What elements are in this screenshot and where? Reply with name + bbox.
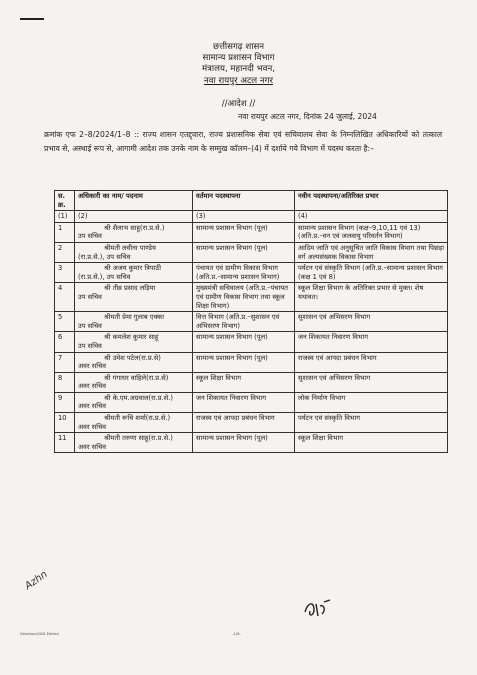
row-new-posting: स्कूल शिक्षा विभाग के अतिरिक्त प्रभार से मुक्त। शेष यथावत। (295, 283, 448, 312)
officer-name: श्रीमती लवीना पाण्डेय (104, 243, 156, 252)
row-officer (75, 352, 193, 372)
officer-name: श्री शैलाभ साहू(रा.प्र.से.) (104, 223, 165, 232)
header-current: वर्तमान पदस्थापना (193, 191, 295, 211)
colnum-3: (3) (193, 211, 295, 223)
row-officer (75, 312, 193, 332)
row-sno: 3 (55, 263, 75, 283)
document-header (0, 42, 477, 87)
officer-name: श्री अजय कुमार त्रिपाठी (104, 264, 161, 273)
row-new-posting: सुशासन एवं अभिसरण विभाग (295, 372, 448, 392)
row-sno: 5 (55, 312, 75, 332)
officer-designation: (रा.प्र.से.), उप सचिव (78, 252, 131, 261)
row-sno: 10 (55, 413, 75, 433)
row-sno: 7 (55, 352, 75, 372)
header-sno: स. क्र. (55, 191, 75, 211)
officer-designation: अवर सचिव (78, 402, 106, 411)
row-officer (75, 372, 193, 392)
row-sno: 6 (55, 332, 75, 352)
order-paragraph: क्रमांक एफ 2–8/2024/1–8 :: राज्य शासन एतद्द्वारा, राज्य प्रशासनिक सेवा एवं सचिवालय सेवा के निम्नलिखित अधिकारियों को तत्काल प्रभाव से, अस्थाई रूप से, आगामी आदेश तक उनके नाम के सम्मुख कॉलम–(4) में दर्शाये गये विभाग में पदस्थ करता है:– (44, 130, 442, 154)
row-new-posting: स्कूल शिक्षा विभाग (295, 433, 448, 453)
table-row (55, 413, 448, 433)
row-officer (75, 433, 193, 453)
row-current-posting: राजस्व एवं आपदा प्रबंधन विभाग (193, 413, 295, 433)
row-new-posting: सुशासन एवं अभिसरण विभाग (295, 312, 448, 332)
top-left-mark (20, 18, 44, 20)
row-new-posting: जन शिकायत निवारण विभाग (295, 332, 448, 352)
row-new-posting: सामान्य प्रशासन विभाग (कक्ष–9,10,11 एवं 13) (अति.प्र.–वन एवं जलवायु परिवर्तन विभाग) (295, 222, 448, 242)
row-new-posting: पर्यटन एवं संस्कृति विभाग (295, 413, 448, 433)
row-new-posting: आदिम जाति एवं अनुसूचित जाति विकास विभाग तथा पिछड़ा वर्ग अल्पसंख्यक विकास विभाग (295, 242, 448, 262)
row-officer (75, 263, 193, 283)
postings-table (54, 190, 448, 453)
officer-name: श्री कमलेश कुमार साहू (104, 333, 159, 342)
signature-mark (302, 598, 332, 620)
row-sno: 8 (55, 372, 75, 392)
officer-designation: अवर सचिव (78, 382, 106, 391)
officer-name: श्रीमती रूचि शर्मा(रा.प्र.से.) (104, 414, 171, 423)
row-new-posting: लोक निर्माण विभाग (295, 392, 448, 412)
row-current-posting: वित्त विभाग (अति.प्र.–सुशासन एवं अभिसरण विभाग) (193, 312, 295, 332)
table-row (55, 242, 448, 262)
row-new-posting: पर्यटन एवं संस्कृति विभाग (अति.प्र.–सामान्य प्रशासन विभाग (कक्ष 1 एवं 8) (295, 263, 448, 283)
officer-designation: अवर सचिव (78, 362, 106, 371)
officer-designation: उप सचिव (78, 292, 102, 301)
officer-designation: अवर सचिव (78, 422, 106, 431)
officer-name: श्री के.एम.अग्रवाल(रा.प्र.से.) (104, 393, 173, 402)
officer-name: श्री तीव्र प्रसाद लड़िया (104, 284, 156, 293)
footer-page-number: -1/6- (232, 631, 241, 636)
header-new: नवीन पदस्थापना/अतिरिक्त प्रभार (295, 191, 448, 211)
row-current-posting: सामान्य प्रशासन विभाग (पूल) (193, 242, 295, 262)
header-line-2: सामान्य प्रशासन विभाग (202, 53, 275, 64)
table-header-row (55, 191, 448, 211)
row-officer (75, 242, 193, 262)
table-row (55, 372, 448, 392)
officer-name: श्रीमती तरुणा साहू(रा.प्र.से.) (104, 434, 173, 443)
row-current-posting: जन शिकायत निवारण विभाग (193, 392, 295, 412)
row-new-posting: राजस्व एवं आपदा प्रबंधन विभाग (295, 352, 448, 372)
row-officer (75, 413, 193, 433)
row-current-posting: सामान्य प्रशासन विभाग (पूल) (193, 433, 295, 453)
row-sno: 4 (55, 283, 75, 312)
officer-designation: अवर सचिव (78, 442, 106, 451)
row-sno: 2 (55, 242, 75, 262)
row-sno: 11 (55, 433, 75, 453)
header-line-4: नवा रायपुर अटल नगर (204, 75, 273, 86)
colnum-1: (1) (55, 211, 75, 223)
row-officer (75, 332, 193, 352)
officer-designation: उप सचिव (78, 341, 102, 350)
row-current-posting: स्कूल शिक्षा विभाग (193, 372, 295, 392)
officer-designation: उप सचिव (78, 232, 102, 241)
row-current-posting: पंचायत एवं ग्रामीण विकास विभाग (अति.प्र.–सामान्य प्रशासन विभाग) (193, 263, 295, 283)
table-row (55, 263, 448, 283)
table-row (55, 283, 448, 312)
table-body (55, 222, 448, 453)
row-officer (75, 222, 193, 242)
table-row (55, 352, 448, 372)
table-colnum-row (55, 211, 448, 223)
table-row (55, 332, 448, 352)
table-row (55, 312, 448, 332)
row-sno: 9 (55, 392, 75, 412)
header-line-1: छत्तीसगढ़ शासन (212, 42, 265, 52)
officer-designation: उप सचिव (78, 321, 102, 330)
handwritten-initials-left: Azhn (23, 568, 50, 593)
footer-file-path: Desktop\GAD Edited (20, 631, 59, 636)
row-current-posting: सामान्य प्रशासन विभाग (पूल) (193, 222, 295, 242)
colnum-2: (2) (75, 211, 193, 223)
table-row (55, 392, 448, 412)
table-row (55, 222, 448, 242)
row-officer (75, 392, 193, 412)
row-current-posting: सामान्य प्रशासन विभाग (पूल) (193, 332, 295, 352)
officer-name: श्री गंगाधर वाहिले(रा.प्र.से) (104, 373, 169, 382)
colnum-4: (4) (295, 211, 448, 223)
officer-name: श्रीमती प्रेमा गुलाब एक्का (104, 313, 164, 322)
row-current-posting: मुख्यमंत्री सचिवालय (अति.प्र.–पंचायत एवं ग्रामीण विकास विभाग तथा स्कूल शिक्षा विभाग) (193, 283, 295, 312)
row-current-posting: सामान्य प्रशासन विभाग (पूल) (193, 352, 295, 372)
table-row (55, 433, 448, 453)
row-sno: 1 (55, 222, 75, 242)
officer-designation: (रा.प्र.से.), उप सचिव (78, 272, 131, 281)
header-name: अधिकारी का नाम/ पदनाम (75, 191, 193, 211)
date-line: नवा रायपुर अटल नगर, दिनांक 24 जुलाई, 2024 (238, 112, 377, 121)
row-officer (75, 283, 193, 312)
order-title: //आदेश // (221, 99, 256, 109)
officer-name: श्री उमेश पटेल(रा.प्र.से) (104, 353, 161, 362)
header-line-3: मंत्रालय, महानदी भवन, (202, 64, 275, 75)
